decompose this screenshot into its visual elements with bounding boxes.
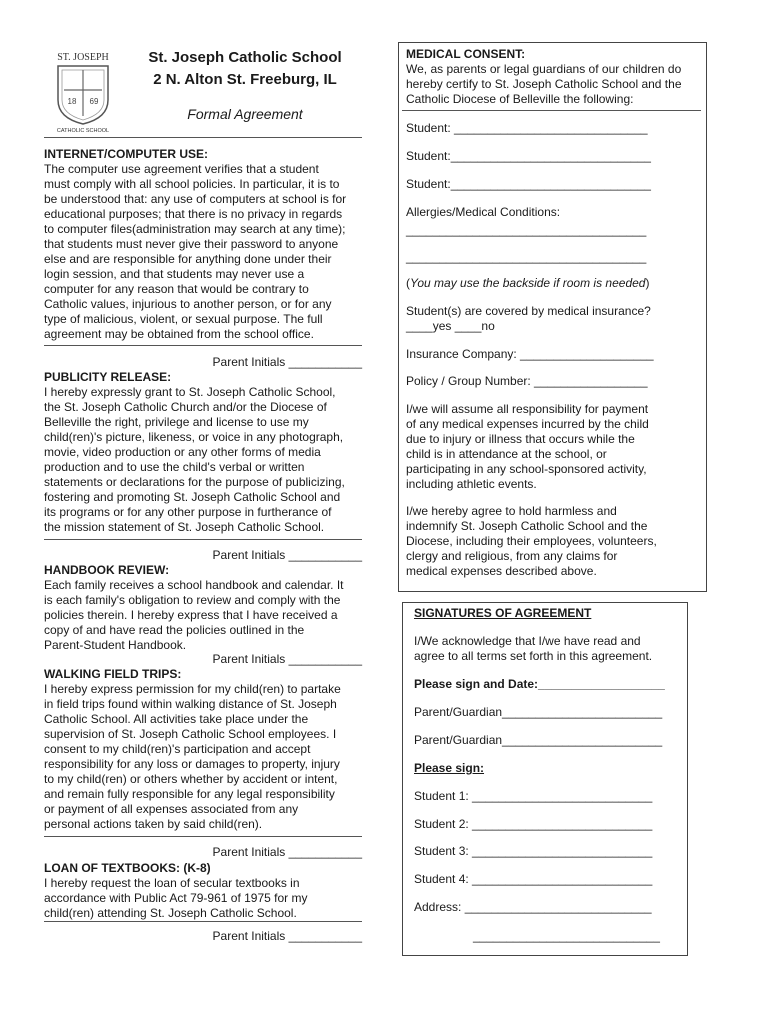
school-name: St. Joseph Catholic School xyxy=(148,49,342,66)
logo-top-text: ST. JOSEPH xyxy=(57,52,109,63)
logo-year-right: 69 xyxy=(89,97,99,106)
insurance-question[interactable]: Student(s) are covered by medical insurance? ____yes ____no xyxy=(406,304,651,333)
please-sign-label: Please sign: xyxy=(414,761,485,775)
section-divider xyxy=(44,539,362,540)
handbook-body: Each family receives a school handbook and calendar. It is each family's obligation to review and comply with the policies therein. I hereby express that I have received a copy of and have read the policies outlined in the Parent-Student Handbook. xyxy=(44,578,344,652)
parent-initials-walking[interactable]: Parent Initials ___________ xyxy=(212,845,362,859)
policy-number-field[interactable]: Policy / Group Number: _________________ xyxy=(406,374,648,388)
allergies-line-1[interactable]: ____________________________________ xyxy=(406,223,647,237)
logo-bottom-text: CATHOLIC SCHOOL xyxy=(56,128,110,134)
form-subtitle: Formal Agreement xyxy=(187,106,303,122)
parent-initials-handbook[interactable]: Parent Initials ___________ xyxy=(212,652,362,666)
internet-body: The computer use agreement verifies that a student must comply with all school policies. In particular, it is to be understood that: any use of computers at school is for educational purposes; that there is no privacy in regards to computer files(administration may search at any time); that students must never give their password to anyone else and are responsible for anything done under their login session, and that students may never use a computer for any reason that would be contrary to Catholic values, injurious to another person, or for any type of malicious, violent, or sexual purpose. The full agreement may be obtained from the school office. xyxy=(44,162,347,341)
insurance-company-field[interactable]: Insurance Company: ____________________ xyxy=(406,347,654,361)
medical-student-2-field[interactable]: Student:______________________________ xyxy=(406,149,651,163)
crest-icon xyxy=(44,50,122,134)
backside-note xyxy=(406,276,649,291)
allergies-line-2[interactable]: ____________________________________ xyxy=(406,250,647,264)
internet-heading: INTERNET/COMPUTER USE: xyxy=(44,147,209,161)
student-4-signature-field[interactable]: Student 4: ___________________________ xyxy=(414,872,653,886)
publicity-heading: PUBLICITY RELEASE: xyxy=(44,370,172,384)
student-1-signature-field[interactable]: Student 1: ___________________________ xyxy=(414,789,653,803)
textbooks-heading: LOAN OF TEXTBOOKS: (K-8) xyxy=(44,861,211,875)
logo-year-left: 18 xyxy=(67,97,77,106)
acknowledgement-text: I/We acknowledge that I/we have read and agree to all terms set forth in this agreement. xyxy=(414,634,653,663)
section-divider xyxy=(44,345,362,346)
backside-text: You may use the backside if room is needed xyxy=(410,276,646,290)
school-address: 2 N. Alton St. Freeburg, IL xyxy=(153,71,337,88)
section-divider xyxy=(44,921,362,922)
signatures-heading: SIGNATURES OF AGREEMENT xyxy=(414,606,592,620)
medical-intro: We, as parents or legal guardians of our children do hereby certify to St. Joseph Catholic School and the Catholic Diocese of Belleville the following: xyxy=(406,62,682,106)
walking-body: I hereby express permission for my child(ren) to partake in field trips found within walking distance of St. Joseph Catholic School. All activities take place under the supervision of St. Joseph Catholic School employees. I consent to my child(ren)'s participation and accept responsibility for any loss or damages to property, injury to my child(ren) or others whether by accident or intent, and remain fully responsible for any legal responsibility or payment of all expenses associated from any personal actions taken by said child(ren). xyxy=(44,682,341,831)
harmless-statement: I/we hereby agree to hold harmless and indemnify St. Joseph Catholic School and the Diocese, including their employees, volunteers, clergy and religious, from any claims for medical expenses described above. xyxy=(406,504,657,578)
parent-guardian-1-field[interactable]: Parent/Guardian________________________ xyxy=(414,705,663,719)
payment-statement: I/we will assume all responsibility for payment of any medical expenses incurred by the child due to injury or illness that occurs while the child is in attendance at the school, or participating in any school-sponsored activity, including athletic events. xyxy=(406,402,649,491)
student-3-signature-field[interactable]: Student 3: ___________________________ xyxy=(414,844,653,858)
address-field[interactable]: Address: ____________________________ xyxy=(414,900,652,914)
backside-open: ( xyxy=(406,276,410,290)
school-logo xyxy=(44,50,122,134)
student-2-signature-field[interactable]: Student 2: ___________________________ xyxy=(414,817,653,831)
publicity-body: I hereby expressly grant to St. Joseph Catholic School, the St. Joseph Catholic Church and/or the Diocese of Belleville the right, privilege and license to use my child(ren)'s picture, likeness, or voice in any photograph, movie, video production or any other forms of media production and to use the child's verbal or written statements or declarations for the purpose of publicizing, fostering and promoting St. Joseph Catholic School and its programs or for any other purpose in furtherance of the mission statement of St. Joseph Catholic School. xyxy=(44,385,345,534)
backside-close: ) xyxy=(645,276,650,290)
parent-initials-publicity[interactable]: Parent Initials ___________ xyxy=(212,548,362,562)
medical-heading: MEDICAL CONSENT: xyxy=(406,47,526,61)
handbook-heading: HANDBOOK REVIEW: xyxy=(44,563,170,577)
address-line-2-field[interactable]: ____________________________ xyxy=(473,929,660,943)
medical-divider xyxy=(402,110,701,111)
allergies-label: Allergies/Medical Conditions: xyxy=(406,205,561,219)
section-divider xyxy=(44,836,362,837)
header-divider xyxy=(44,137,362,138)
parent-guardian-2-field[interactable]: Parent/Guardian________________________ xyxy=(414,733,663,747)
sign-date-field[interactable]: Please sign and Date:___________________ xyxy=(414,677,665,691)
medical-student-1-field[interactable]: Student: _____________________________ xyxy=(406,121,648,135)
parent-initials-internet[interactable]: Parent Initials ___________ xyxy=(212,355,362,369)
medical-student-3-field[interactable]: Student:______________________________ xyxy=(406,177,651,191)
textbooks-body: I hereby request the loan of secular textbooks in accordance with Public Act 79-961 of 1975 for my child(ren) attending St. Joseph Catholic School. xyxy=(44,876,308,920)
parent-initials-textbooks[interactable]: Parent Initials ___________ xyxy=(212,929,362,943)
walking-heading: WALKING FIELD TRIPS: xyxy=(44,667,182,681)
